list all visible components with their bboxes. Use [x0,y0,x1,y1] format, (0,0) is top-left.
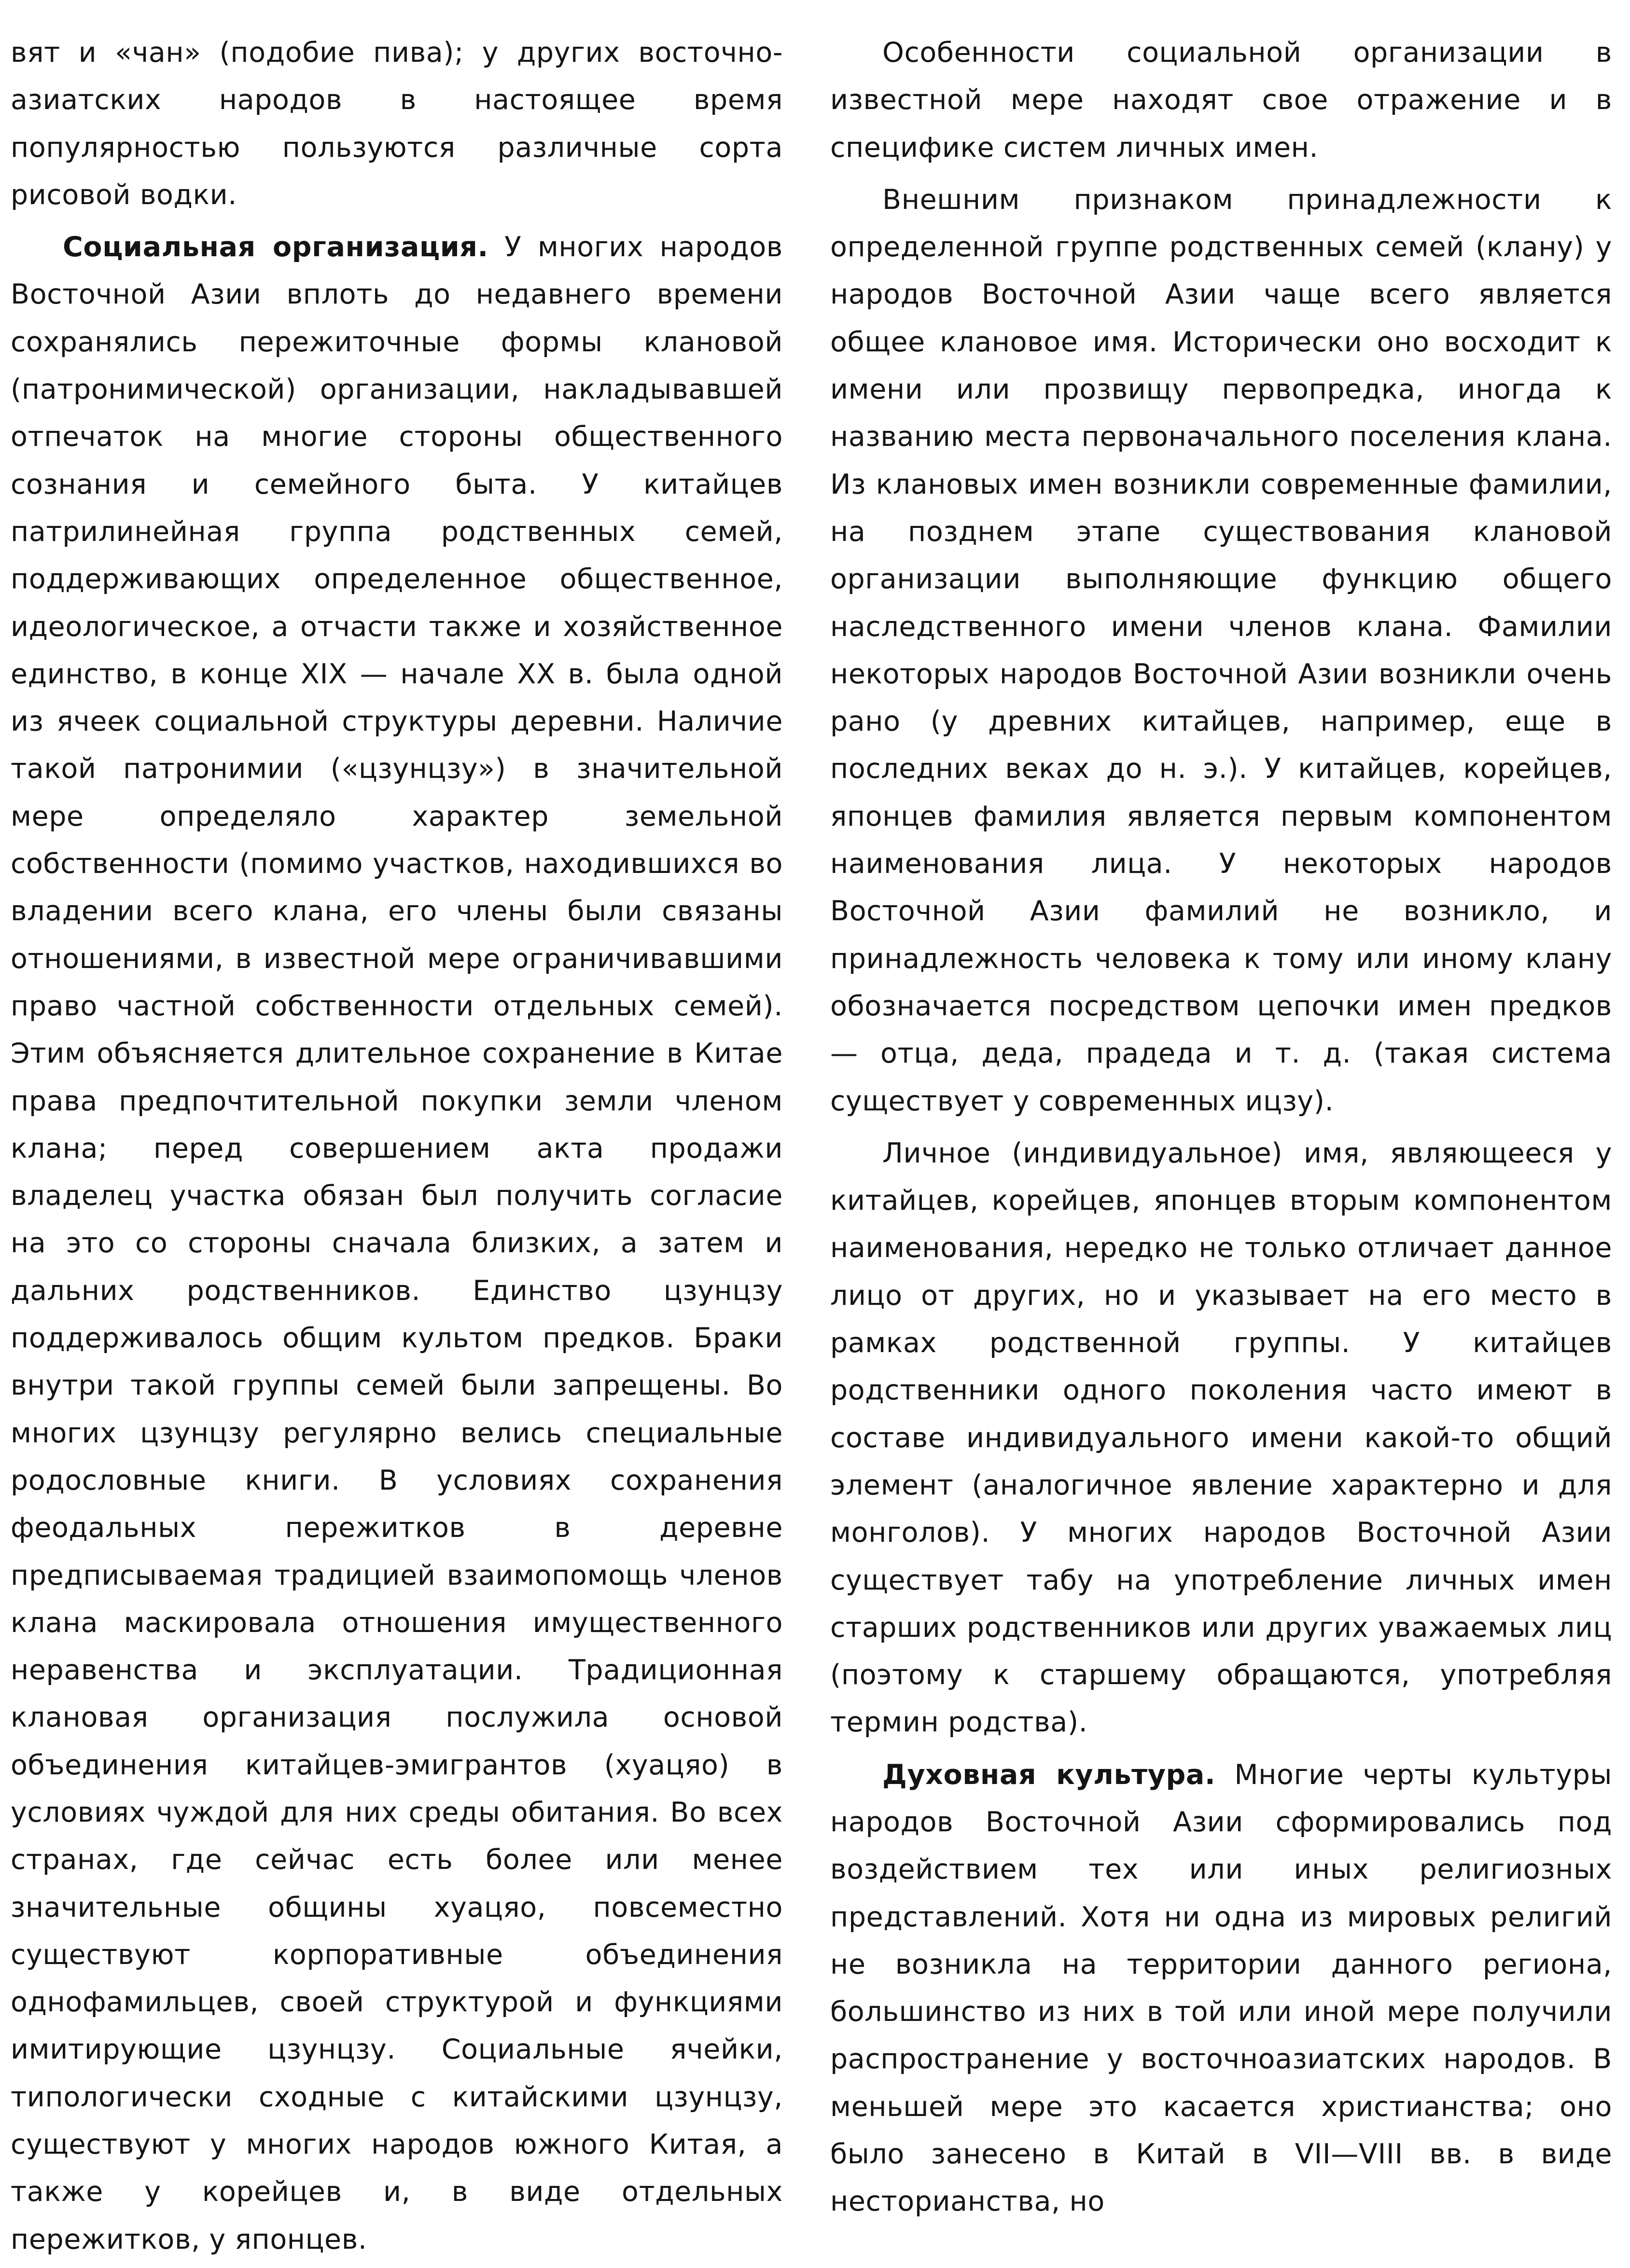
paragraph-naming-systems-intro [830,29,1612,171]
section-heading-social-organization: Социальная организация. [63,231,488,263]
paragraph-text: Многие черты культуры народов Восточной Азии сформировались под воздействием тех или иных религиозных представлений. Хотя ни одна из мировых религий не возникла на территории данного региона, большинство из них в той или иной мере получили распространение у восточноазиатских народов. В меньшей мере это касается христианства; оно было занесено в Китай в VII—VIII вв. в виде несторианства, но [830,1758,1612,2218]
paragraph-text: вят и «чан» (подобие пива); у других восточно-азиатских народов в настоящее время популярностью пользуются различные сорта рисовой водки. [11,37,783,211]
paragraph-spiritual-culture [830,1751,1612,2226]
left-column [11,29,783,2268]
paragraph-social-organization [11,223,783,2263]
paragraph-personal-names [830,1130,1612,1746]
right-column [830,29,1612,2230]
paragraph-drinks-ending [11,29,783,219]
paragraph-text: У многих народов Восточной Азии вплоть до недавнего времени сохранялись пережиточные формы клановой (патронимической) организации, накладывавшей отпечаток на многие стороны общественного сознания и семейного быта. У китайцев патрилинейная группа родственных семей, поддерживающих определенное общественное, идеологическое, а отчасти также и хозяйственное единство, в конце XIX — начале XX в. была одной из ячеек социальной структуры деревни. Наличие такой патронимии («цзунцзу») в значительной мере определяло характер земельной собственности (помимо участков, находившихся во владении всего клана, его члены были связаны отношениями, в известной мере ограничивавшими право частной собственности отдельных семей). Этим объясняется длительное сохранение в Китае права предпочтительной покупки земли членом клана; перед совершением акта продажи владелец участка обязан был получить согласие на это со стороны сначала близких, а затем и дальних родственников. Единство цзунцзу поддерживалось общим культом предков. Браки внутри такой группы семей были запрещены. Во многих цзунцзу регулярно велись специальные родословные книги. В условиях сохранения феодальных пережитков в деревне предписываемая традицией взаимопомощь членов клана маскировала отношения имущественного неравенства и эксплуатации. Традиционная клановая организация послужила основой объединения китайцев-эмигрантов (хуацяо) в условиях чуждой для них среды обитания. Во всех странах, где сейчас есть более или менее значительные общины хуацяо, повсеместно существуют корпоративные объединения однофамильцев, своей структурой и функциями имитирующие цзунцзу. Социальные ячейки, типологически сходные с китайскими цзунцзу, существуют у многих народов южного Китая, а также у корейцев и, в виде отдельных пережитков, у японцев. [11,231,783,2255]
paragraph-text: Личное (индивидуальное) имя, являющееся у китайцев, корейцев, японцев вторым компонентом наименования, нередко не только отличает данное лицо от других, но и указывает на его место в рамках родственной группы. У китайцев родственники одного поколения часто имеют в составе индивидуального имени какой-то общий элемент (аналогичное явление характерно и для монголов). У многих народов Восточной Азии существует табу на употребление личных имен старших родственников или других уважаемых лиц (поэтому к старшему обращаются, употребляя термин родства). [830,1137,1612,1739]
section-heading-spiritual-culture: Духовная культура. [882,1758,1216,1791]
paragraph-clan-names [830,176,1612,1125]
paragraph-text: Внешним признаком принадлежности к определенной группе родственных семей (клану) у народов Восточной Азии чаще всего является общее клановое имя. Исторически оно восходит к имени или прозвищу первопредка, иногда к названию места первоначального поселения клана. Из клановых имен возникли современные фамилии, на позднем этапе существования клановой организации выполняющие функцию общего наследственного имени членов клана. Фамилии некоторых народов Восточной Азии возникли очень рано (у древних китайцев, например, еще в последних веках до н. э.). У китайцев, корейцев, японцев фамилия является первым компонентом наименования лица. У некоторых народов Восточной Азии фамилий не возникло, и принадлежность человека к тому или иному клану обозначается посредством цепочки имен предков — отца, деда, прадеда и т. д. (такая система существует у современных ицзу). [830,183,1612,1117]
paragraph-text: Особенности социальной организации в известной мере находят свое отражение и в специфике систем личных имен. [830,37,1612,164]
